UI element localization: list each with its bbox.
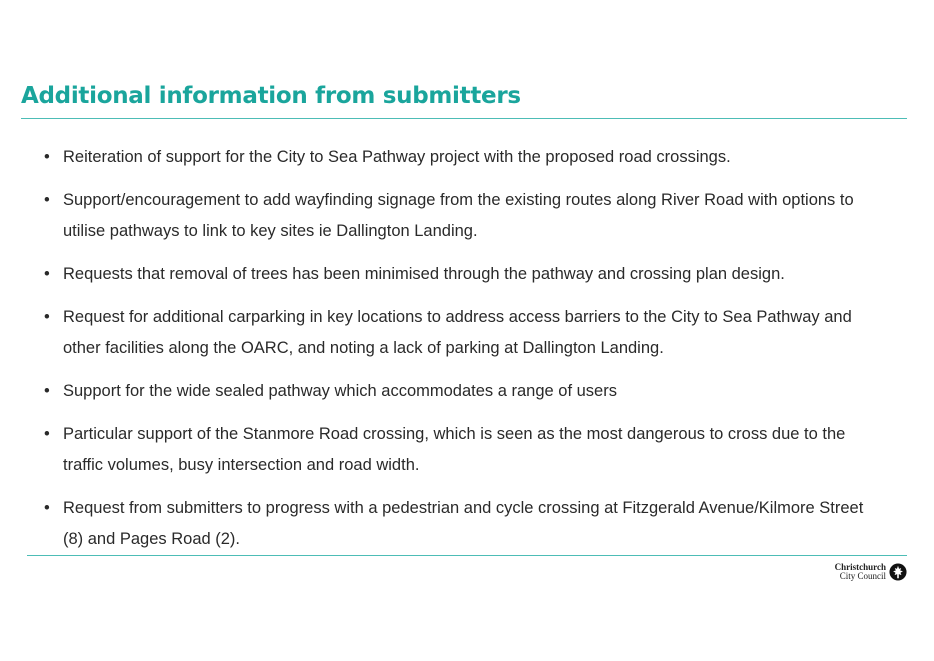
bullet-icon: • (44, 148, 50, 166)
bullet-icon: • (44, 191, 50, 209)
list-item-text: Reiteration of support for the City to Sea Pathway project with the proposed road crossings. (63, 148, 731, 166)
christchurch-council-emblem-icon (889, 563, 907, 581)
bullet-icon: • (44, 382, 50, 400)
list-item (44, 142, 864, 173)
list-item (44, 376, 864, 407)
list-item-text: Request for additional carparking in key locations to address access barriers to the City to Sea Pathway and other facilities along the OARC, and noting a lack of parking at Dallington Landing. (63, 308, 852, 357)
bullet-icon: • (44, 308, 50, 326)
list-item (44, 419, 864, 481)
list-item-text: Requests that removal of trees has been minimised through the pathway and crossing plan design. (63, 265, 785, 283)
list-item-text: Request from submitters to progress with a pedestrian and cycle crossing at Fitzgerald Avenue/Kilmore Street (8) and Pages Road (2). (63, 499, 864, 548)
list-item-text: Particular support of the Stanmore Road crossing, which is seen as the most dangerous to cross due to the traffic volumes, busy intersection and road width. (63, 425, 846, 474)
list-item (44, 302, 864, 364)
logo-wordmark (835, 563, 886, 581)
council-logo (835, 563, 907, 581)
logo-line-1: Christchurch (834, 562, 886, 572)
bullet-icon: • (44, 499, 50, 517)
title-divider (21, 118, 907, 119)
list-item (44, 185, 864, 247)
list-item-text: Support/encouragement to add wayfinding signage from the existing routes along River Road with options to utilise pathways to link to key sites ie Dallington Landing. (63, 191, 854, 240)
footer-divider (27, 555, 907, 556)
submitter-info-list (44, 142, 864, 567)
logo-line-2: City Council (839, 571, 886, 581)
page-title: Additional information from submitters (21, 83, 521, 109)
list-item-text: Support for the wide sealed pathway which accommodates a range of users (63, 382, 617, 400)
bullet-icon: • (44, 265, 50, 283)
list-item (44, 493, 864, 555)
list-item (44, 259, 864, 290)
bullet-icon: • (44, 425, 50, 443)
